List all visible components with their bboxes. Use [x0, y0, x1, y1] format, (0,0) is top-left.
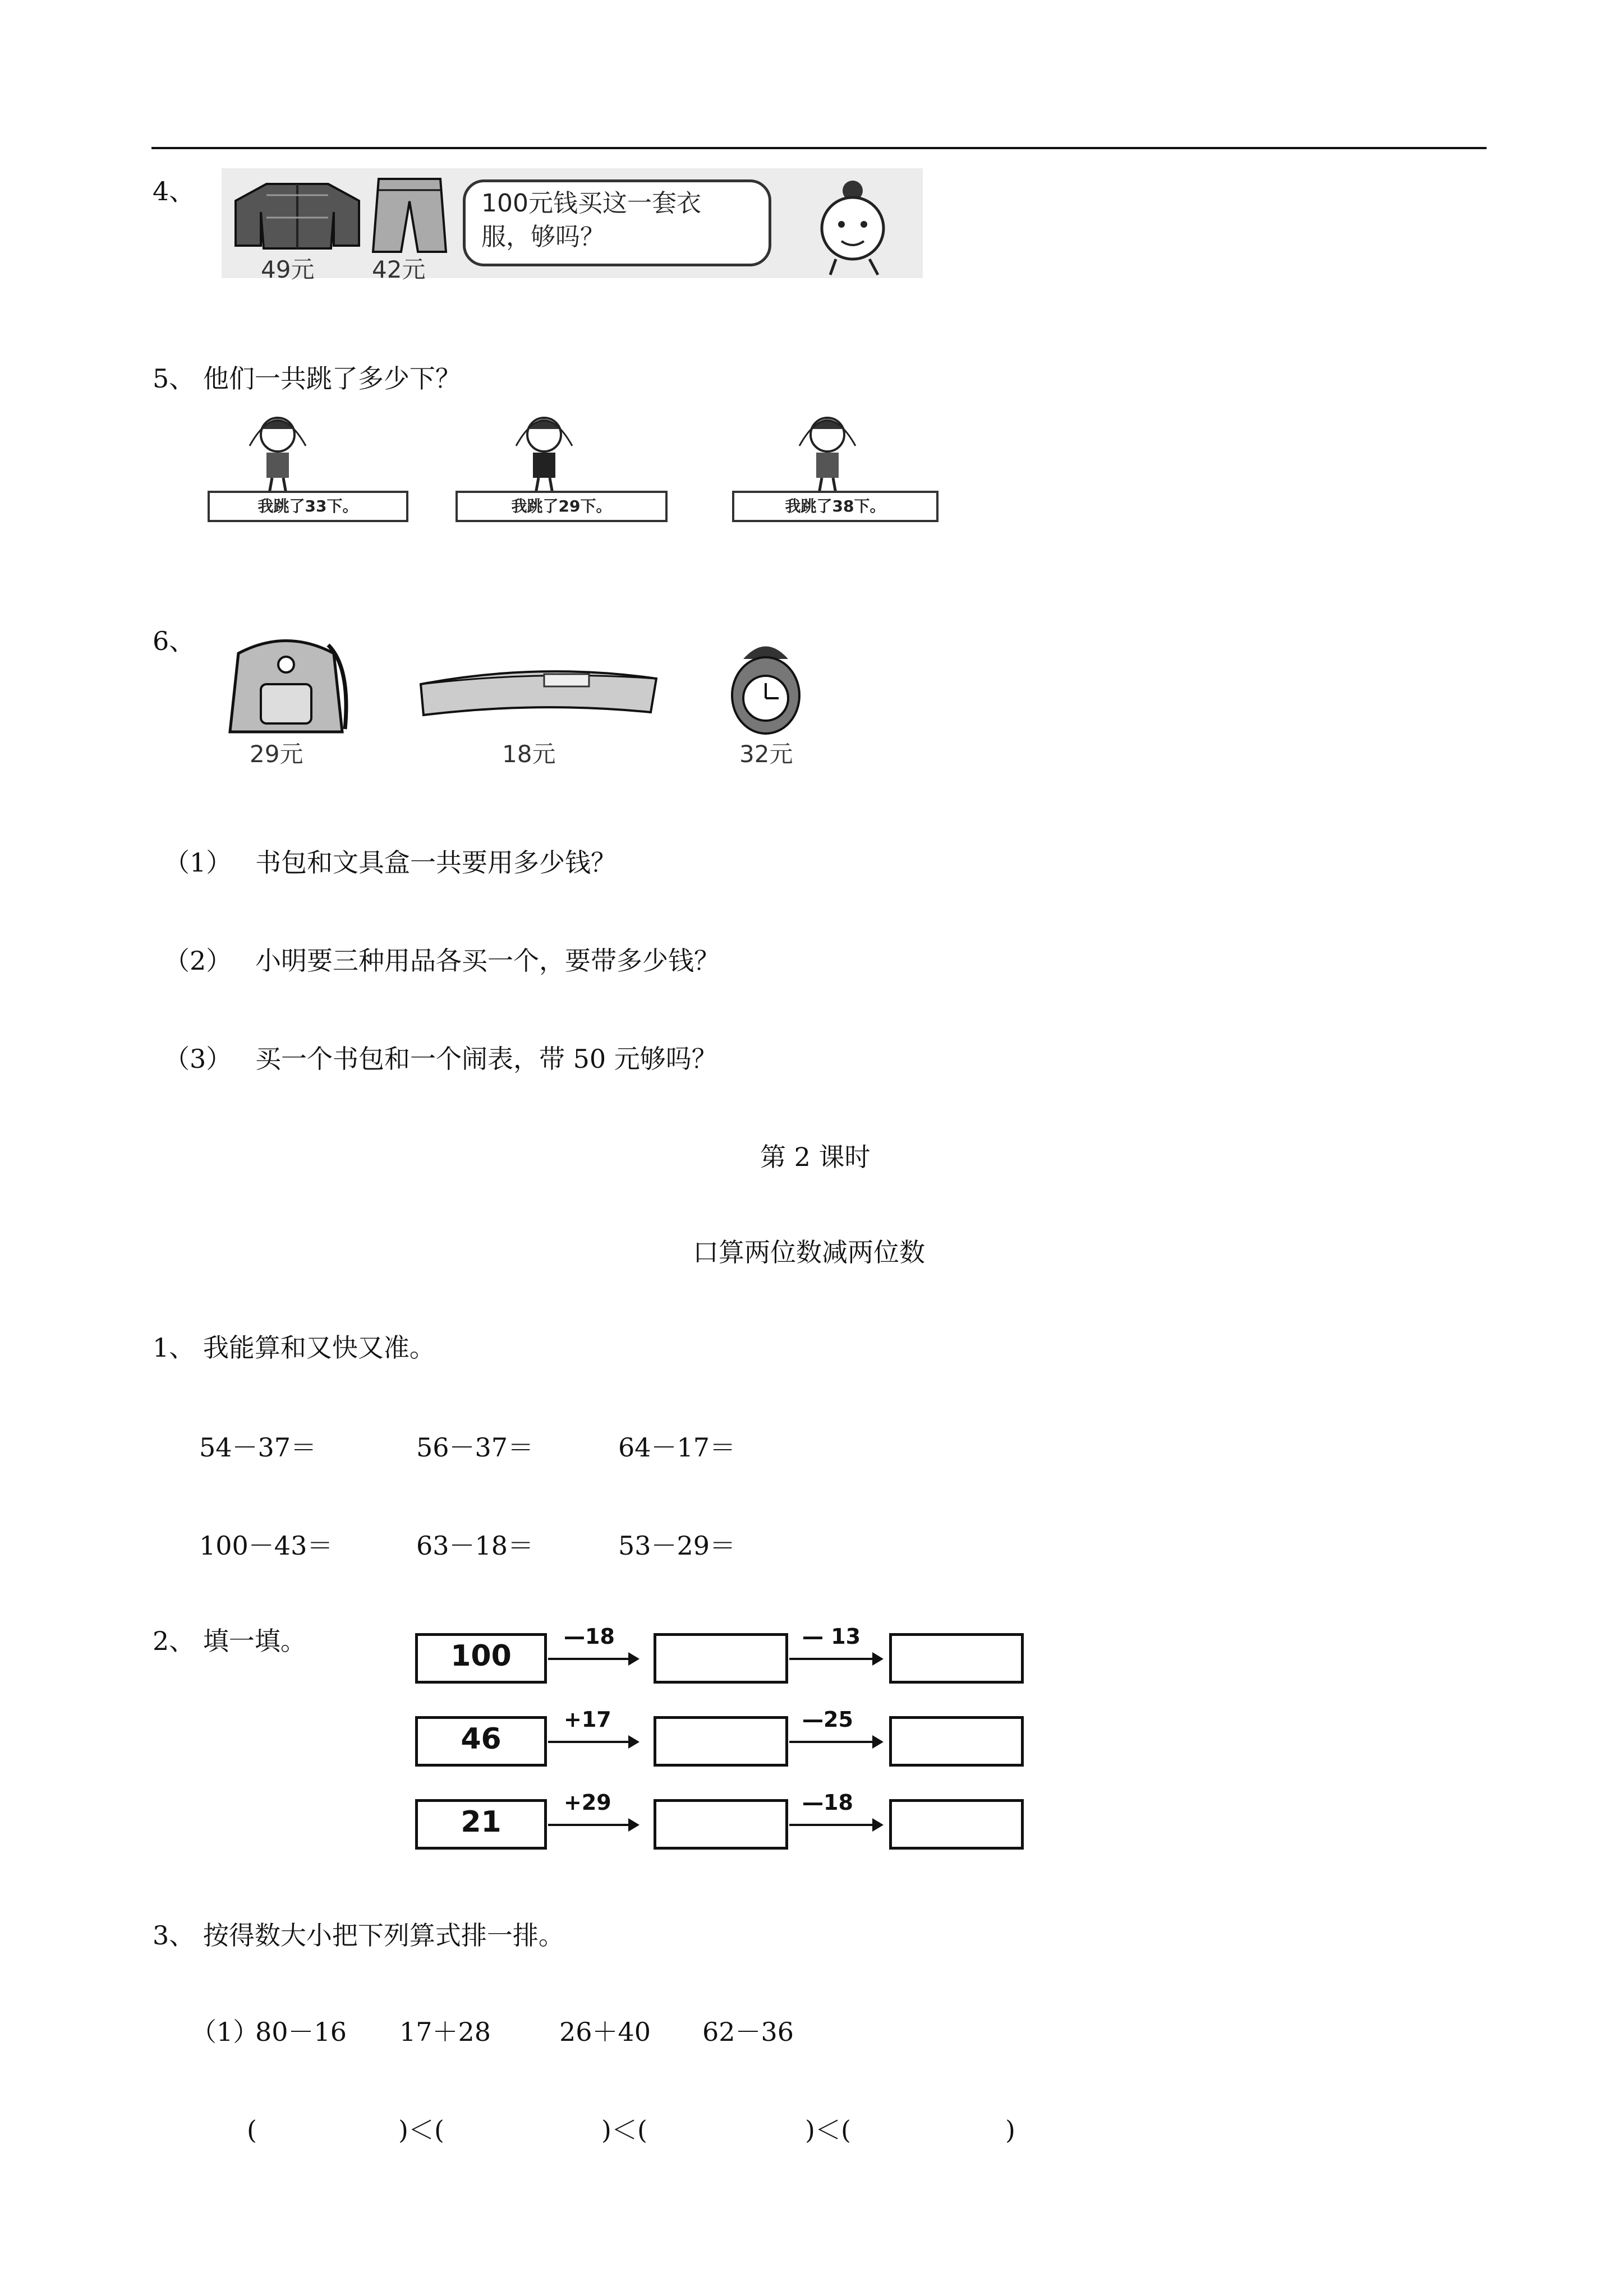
q6-sub2-number: （2） [164, 946, 232, 976]
child-face-icon [805, 175, 912, 276]
p3-blank-sep1: )＜( [398, 2115, 444, 2145]
p2-title: 2、 填一填。 [153, 1626, 306, 1656]
header-rule [151, 147, 1487, 149]
q6-number: 6、 [153, 626, 195, 656]
arrow-right-icon [788, 1648, 884, 1670]
p3-blank-close: ) [1005, 2115, 1015, 2145]
p2-row2-op2: —25 [802, 1707, 853, 1732]
q6-sub2-text: 小明要三种用品各买一个，要带多少钱？ [255, 946, 720, 976]
pencil-case-price: 18元 [502, 740, 556, 768]
lesson-title: 第 2 课时 [760, 1142, 871, 1172]
p3-blank-sep2: )＜( [601, 2115, 647, 2145]
p2-row3-op2: —18 [802, 1790, 853, 1815]
p2-row1-answer2[interactable] [889, 1633, 1024, 1684]
p3-blank-open: ( [247, 2115, 257, 2145]
p1-expr-5: 63－18＝ [416, 1530, 534, 1561]
p2-row2-start: 46 [415, 1716, 547, 1767]
p1-expr-6: 53－29＝ [618, 1530, 736, 1561]
p3-expr-4: 62－36 [702, 2017, 794, 2047]
p3-expr-3: 26＋40 [559, 2017, 651, 2047]
p2-row2-op1: +17 [564, 1707, 611, 1732]
arrow-right-icon [547, 1731, 640, 1753]
jacket-icon [233, 178, 362, 251]
p2-flow-diagram [370, 1626, 1032, 1868]
kid1-speech-label: 我跳了33下。 [208, 491, 408, 522]
p3-blank-sep3: )＜( [805, 2115, 851, 2145]
alarm-clock-icon [724, 634, 808, 737]
q6-sub3-text: 买一个书包和一个闹表，带 50 元够吗？ [255, 1044, 717, 1074]
backpack-icon [216, 634, 356, 737]
jumping-child-icon [508, 412, 581, 496]
p3-expr-2: 17＋28 [399, 2017, 491, 2047]
p1-expr-1: 54－37＝ [199, 1432, 317, 1463]
p2-row1-op1: —18 [564, 1624, 615, 1649]
p1-expr-3: 64－17＝ [618, 1432, 736, 1463]
p1-title: 1、 我能算和又快又准。 [153, 1333, 435, 1363]
p2-row2-answer2[interactable] [889, 1716, 1024, 1767]
q6-sub1-number: （1） [164, 847, 232, 878]
q4-illustration [222, 168, 923, 283]
pants-icon [367, 176, 452, 255]
p2-row1-answer1[interactable] [654, 1633, 788, 1684]
arrow-right-icon [788, 1814, 884, 1836]
q6-sub1-text: 书包和文具盒一共要用多少钱？ [255, 847, 617, 878]
arrow-right-icon [547, 1648, 640, 1670]
p1-expr-2: 56－37＝ [416, 1432, 534, 1463]
p2-row3-answer1[interactable] [654, 1799, 788, 1850]
jumping-child-icon [241, 412, 314, 496]
p3-title: 3、 按得数大小把下列算式排一排。 [153, 1920, 564, 1951]
arrow-right-icon [547, 1814, 640, 1836]
pants-price: 42元 [372, 256, 426, 283]
kid2-speech-label: 我跳了29下。 [456, 491, 668, 522]
arrow-right-icon [788, 1731, 884, 1753]
q4-bubble-text: 100元钱买这一套衣服，够吗？ [481, 189, 701, 251]
q6-sub3-number: （3） [164, 1044, 232, 1074]
backpack-price: 29元 [250, 740, 303, 768]
p2-row3-start: 21 [415, 1799, 547, 1850]
jumping-child-icon [791, 412, 864, 496]
p2-row3-op1: +29 [564, 1790, 611, 1815]
p2-row3-answer2[interactable] [889, 1799, 1024, 1850]
p3-number: （1） [191, 2017, 259, 2047]
pencil-case-icon [415, 662, 662, 718]
q4-speech-bubble [463, 179, 771, 266]
p3-expr-1: 80－16 [255, 2017, 347, 2047]
q5-title: 5、 他们一共跳了多少下？ [153, 363, 461, 394]
p1-expr-4: 100－43＝ [199, 1530, 333, 1561]
jacket-price: 49元 [261, 256, 315, 283]
p2-row2-answer1[interactable] [654, 1716, 788, 1767]
p2-row1-start: 100 [415, 1633, 547, 1684]
q4-number: 4、 [153, 176, 195, 206]
lesson-subtitle: 口算两位数减两位数 [693, 1237, 925, 1267]
p2-row1-op2: — 13 [802, 1624, 861, 1649]
alarm-clock-price: 32元 [739, 740, 793, 768]
kid3-speech-label: 我跳了38下。 [732, 491, 938, 522]
